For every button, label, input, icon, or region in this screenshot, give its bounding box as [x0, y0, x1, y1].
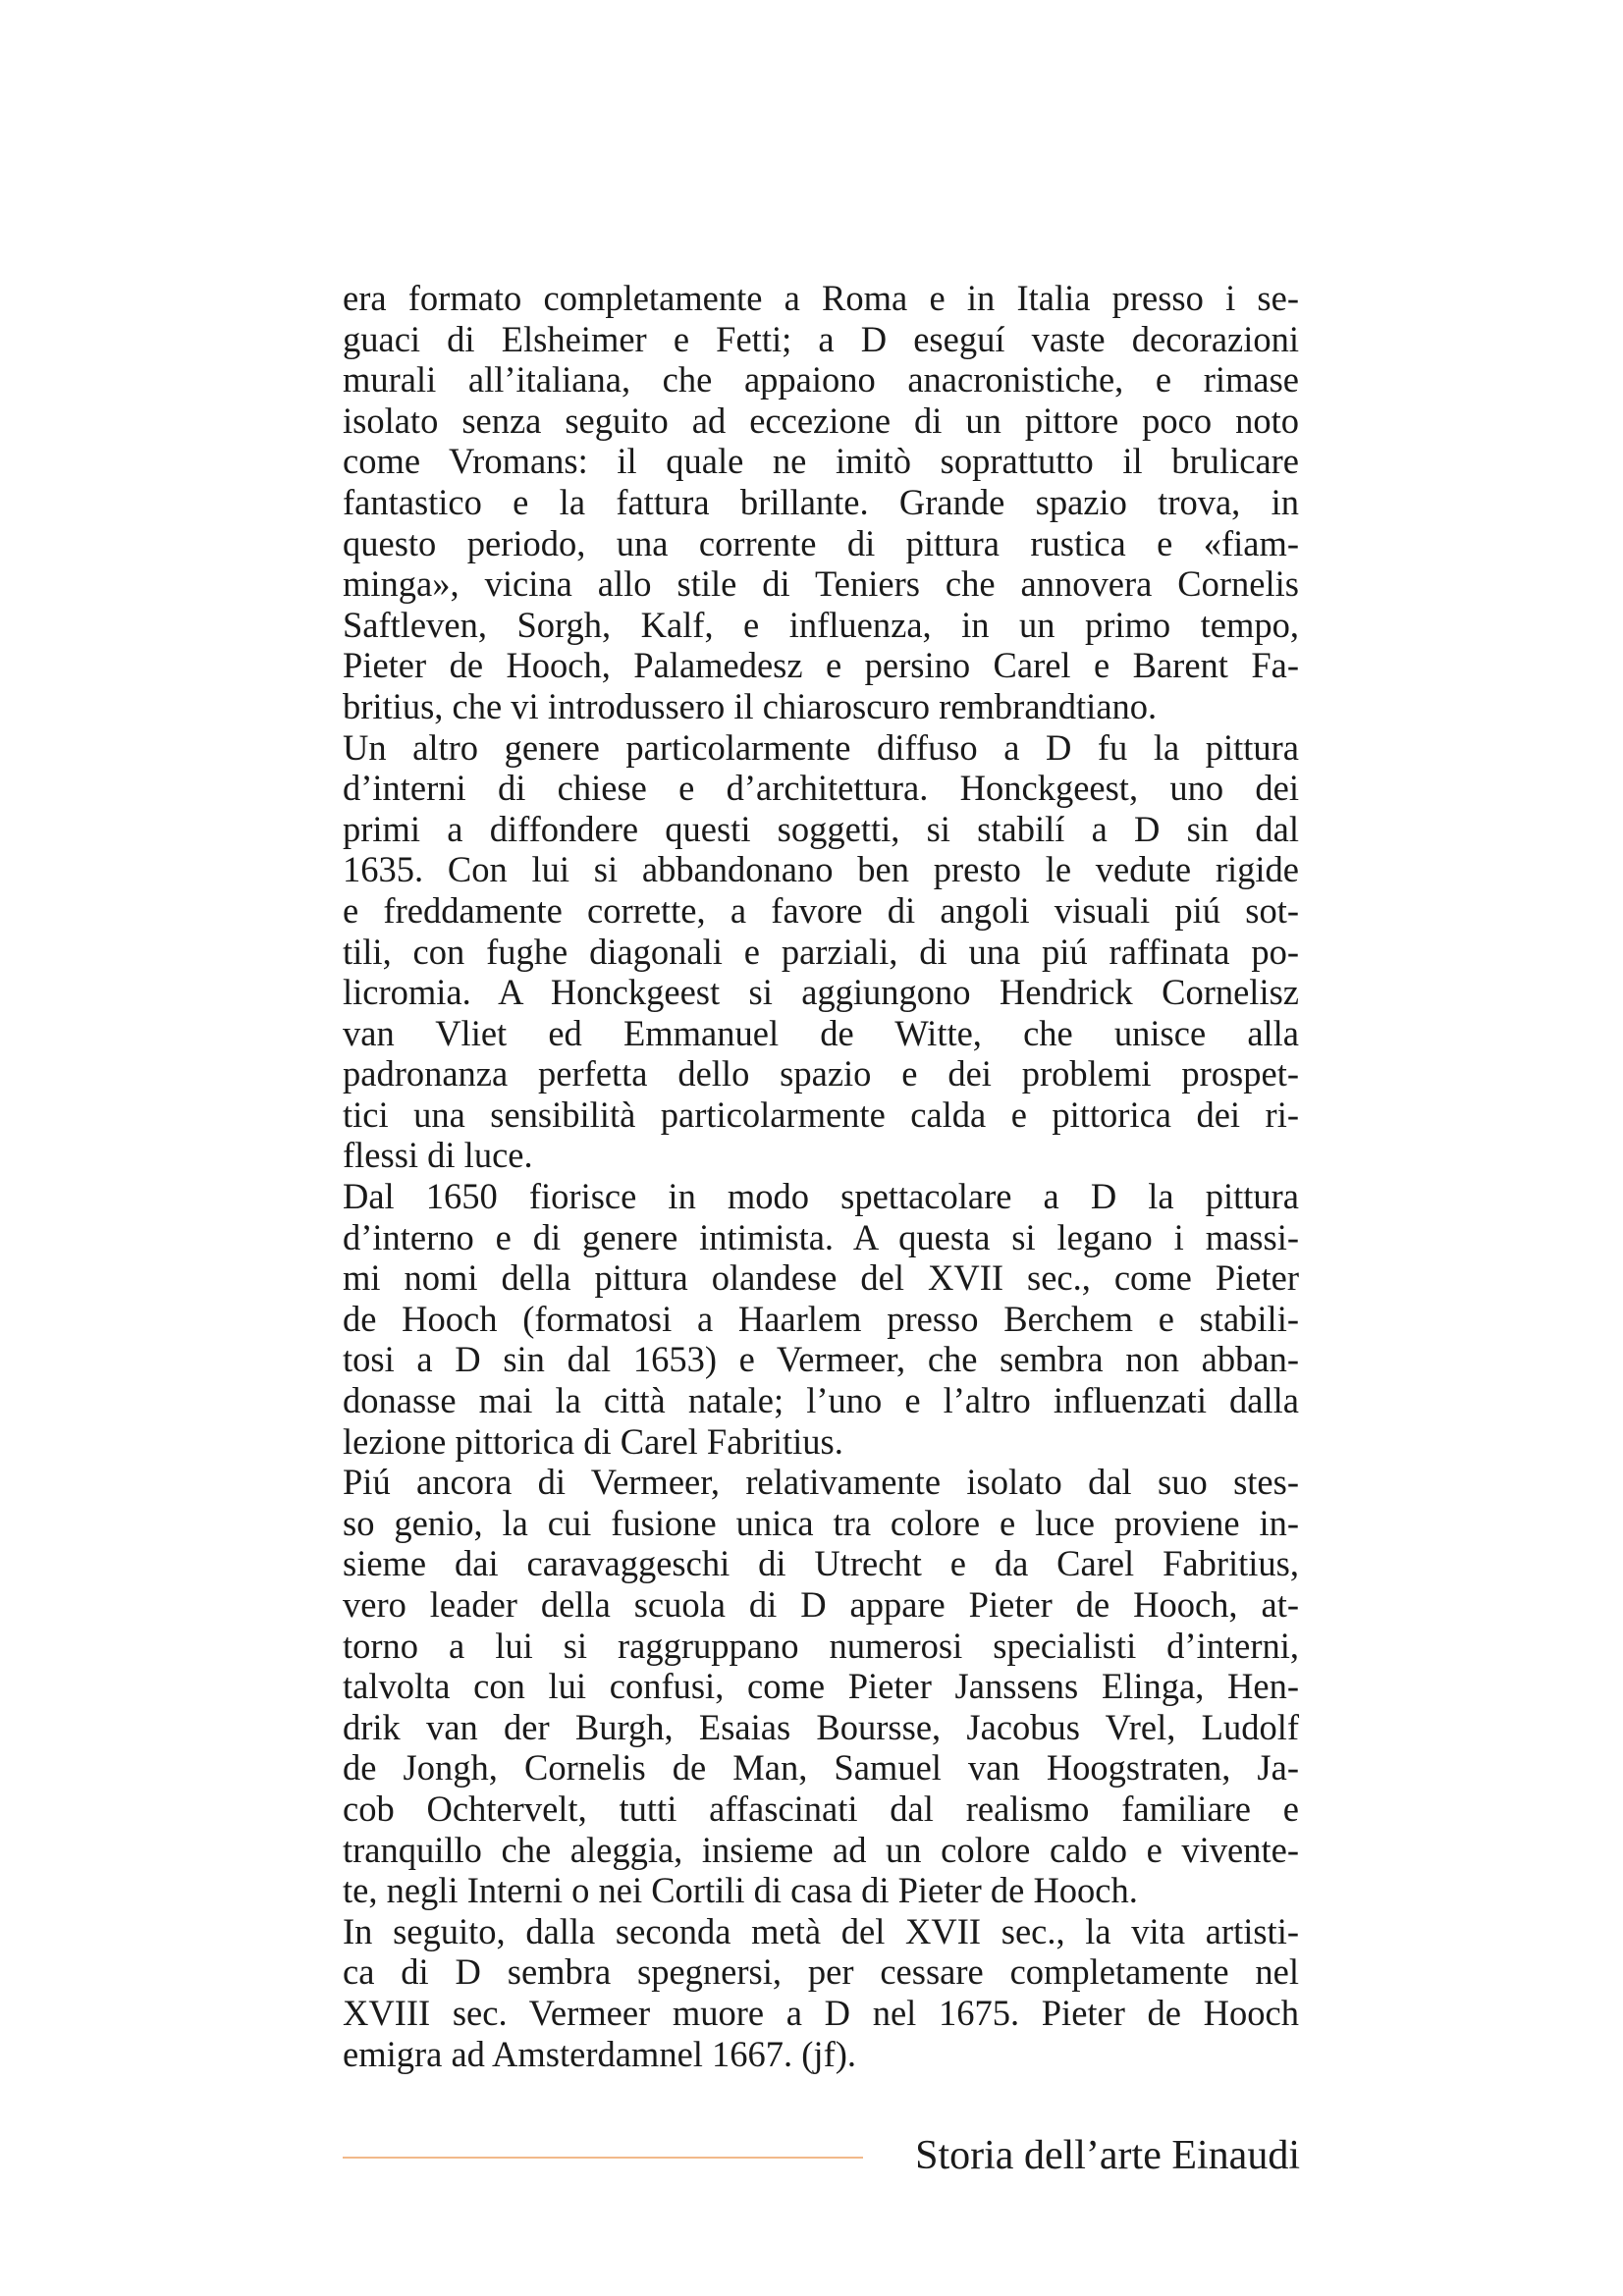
- text-line: questo periodo, una corrente di pittura rustica e «fiam-: [343, 522, 1299, 563]
- text-line: murali all’italiana, che appaiono anacronistiche, e rimase: [343, 359, 1299, 400]
- text-line: so genio, la cui fusione unica tra colore e luce proviene in-: [343, 1502, 1299, 1543]
- paragraph-2: [343, 727, 1299, 1177]
- text-line: minga», vicina allo stile di Teniers che annovera Cornelis: [343, 563, 1299, 605]
- text-line: guaci di Elsheimer e Fetti; a D eseguí vaste decorazioni: [343, 318, 1299, 359]
- text-line: de Hooch (formatosi a Haarlem presso Berchem e stabili-: [343, 1298, 1299, 1339]
- text-line: d’interno e di genere intimista. A questa si legano i massi-: [343, 1216, 1299, 1257]
- text-line: sieme dai caravaggeschi di Utrecht e da Carel Fabritius,: [343, 1543, 1299, 1584]
- text-line: tili, con fughe diagonali e parziali, di una piú raffinata po-: [343, 931, 1299, 972]
- text-line: fantastico e la fattura brillante. Grande spazio trova, in: [343, 481, 1299, 522]
- text-line: come Vromans: il quale ne imitò soprattutto il brulicare: [343, 441, 1299, 482]
- text-line: d’interni di chiese e d’architettura. Honckgeest, uno dei: [343, 768, 1299, 809]
- text-line: licromia. A Honckgeest si aggiungono Hendrick Cornelisz: [343, 972, 1299, 1013]
- text-line: Un altro genere particolarmente diffuso a D fu la pittura: [343, 726, 1299, 768]
- text-line: In seguito, dalla seconda metà del XVII sec., la vita artisti-: [343, 1910, 1299, 1951]
- text-line: tranquillo che aleggia, insieme ad un colore caldo e vivente-: [343, 1829, 1299, 1870]
- text-line: de Jongh, Cornelis de Man, Samuel van Hoogstraten, Ja-: [343, 1747, 1299, 1789]
- text-line: te, negli Interni o nei Cortili di casa di Pieter de Hooch.: [343, 1870, 1138, 1911]
- paragraph-5: [343, 1911, 1299, 2074]
- text-line: vero leader della scuola di D appare Pieter de Hooch, at-: [343, 1584, 1299, 1625]
- text-line: tici una sensibilità particolarmente calda e pittorica dei ri-: [343, 1094, 1299, 1135]
- text-line: donasse mai la città natale; l’uno e l’altro influenzati dalla: [343, 1380, 1299, 1421]
- text-line: emigra ad Amsterdamnel 1667. (jf).: [343, 2033, 857, 2074]
- footer-rule: [343, 2157, 863, 2159]
- text-line: isolato senza seguito ad eccezione di un pittore poco noto: [343, 400, 1299, 441]
- text-line: XVIII sec. Vermeer muore a D nel 1675. Pieter de Hooch: [343, 1992, 1299, 2033]
- text-line: ca di D sembra spegnersi, per cessare completamente nel: [343, 1951, 1299, 1993]
- text-line: drik van der Burgh, Esaias Boursse, Jacobus Vrel, Ludolf: [343, 1706, 1299, 1747]
- paragraph-4: [343, 1462, 1299, 1911]
- text-line: britius, che vi introdussero il chiaroscuro rembrandtiano.: [343, 685, 1158, 726]
- text-line: tosi a D sin dal 1653) e Vermeer, che sembra non abban-: [343, 1339, 1299, 1380]
- paragraph-1: [343, 278, 1299, 727]
- text-line: cob Ochtervelt, tutti affascinati dal realismo familiare e: [343, 1788, 1299, 1829]
- text-line: van Vliet ed Emmanuel de Witte, che unisce alla: [343, 1012, 1299, 1053]
- footer-title: Storia dell’arte Einaudi: [915, 2133, 1300, 2178]
- text-line: era formato completamente a Roma e in Italia presso i se-: [343, 278, 1299, 318]
- text-line: Saftleven, Sorgh, Kalf, e influenza, in un primo tempo,: [343, 604, 1299, 645]
- text-line: padronanza perfetta dello spazio e dei problemi prospet-: [343, 1053, 1299, 1095]
- text-line: flessi di luce.: [343, 1135, 533, 1176]
- text-line: Pieter de Hooch, Palamedesz e persino Carel e Barent Fa-: [343, 645, 1299, 686]
- text-line: torno a lui si raggruppano numerosi specialisti d’interni,: [343, 1625, 1299, 1666]
- text-line: talvolta con lui confusi, come Pieter Janssens Elinga, Hen-: [343, 1666, 1299, 1707]
- text-line: Dal 1650 fiorisce in modo spettacolare a D la pittura: [343, 1176, 1299, 1217]
- text-line: mi nomi della pittura olandese del XVII sec., come Pieter: [343, 1257, 1299, 1299]
- text-line: Piú ancora di Vermeer, relativamente isolato dal suo stes-: [343, 1462, 1299, 1503]
- text-line: 1635. Con lui si abbandonano ben presto le vedute rigide: [343, 849, 1299, 890]
- paragraph-3: [343, 1176, 1299, 1462]
- main-text: [343, 278, 1299, 2074]
- text-line: lezione pittorica di Carel Fabritius.: [343, 1420, 843, 1462]
- text-line: primi a diffondere questi soggetti, si stabilí a D sin dal: [343, 808, 1299, 849]
- text-line: e freddamente corrette, a favore di angoli visuali piú sot-: [343, 889, 1299, 931]
